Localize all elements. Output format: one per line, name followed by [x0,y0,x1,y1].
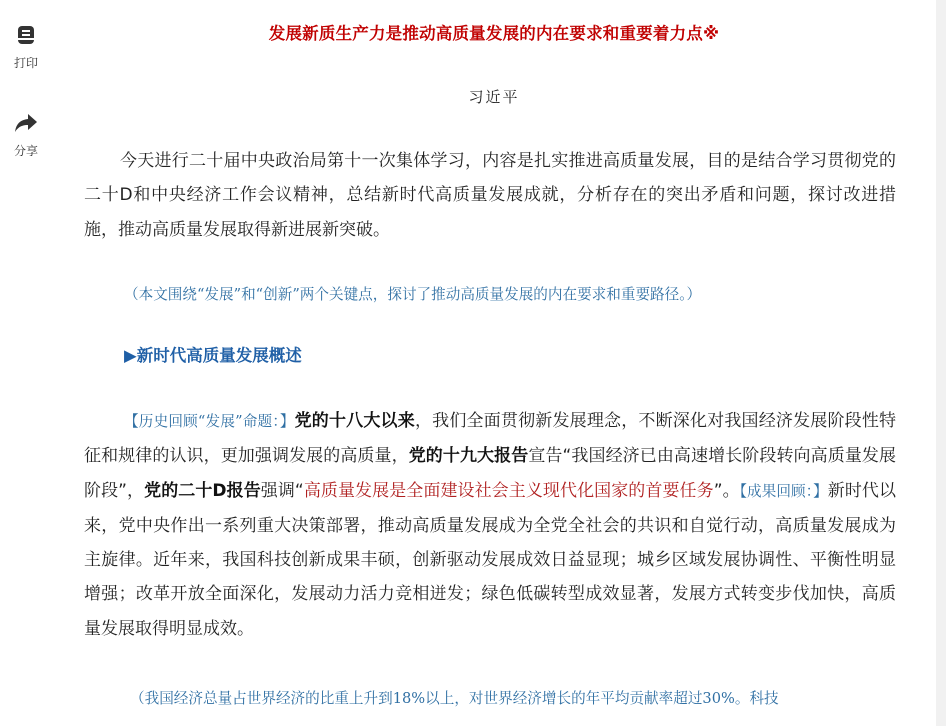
article-author: 习近平 [468,88,520,106]
text-segment: 新时代以来，党中央作出一系列重大决策部署，推动高质量发展成为全党全社会的共识和自觉行动，高质量发展成为主旋律。近年来，我国科技创新成果丰硕，创新驱动发展成效日益显现；城乡区域发展协调性、平衡性明显增强；改革开放全面深化，发展动力活力竞相迸发；绿色低碳转型成效显著，发展方式转变步伐加快，高质量发展取得明显成效。 [84,480,896,639]
share-arrow-icon [13,112,39,134]
text-segment: 宣告“我国经济已由高速增长阶段转向高质量发展阶段”， [84,446,897,501]
results-tag: 【成果回顾：】 [739,482,828,500]
history-tag: 【历史回顾“发展”命题：】 [124,413,295,430]
intro-paragraph: 今天进行二十届中央政治局第十一次集体学习，内容是扎实推进高质量发展，目的是结合学习贯彻党的二十D和中央经济工作会议精神，总结新时代高质量发展成就，分析存在的突出矛盾和问题，探讨改进措施，推动高质量发展取得新进展新突破。 [84,151,896,240]
printer-icon [15,24,37,46]
text-segment: 强调“ [260,480,304,501]
editor-note: （本文围绕“发展”和“创新”两个关键点，探讨了推动高质量发展的内在要求和重要路径。） [124,286,702,303]
body-paragraph [84,404,896,646]
share-label: 分享 [13,144,38,158]
bold-18th-congress: 党的十八大以来 [294,411,415,431]
print-label: 打印 [13,56,38,70]
print-button[interactable] [0,24,52,71]
highlighted-quote: 高质量发展是全面建设社会主义现代化国家的首要任务 [303,480,714,501]
section-heading: ▶新时代高质量发展概述 [124,346,302,365]
stats-note: （我国经济总量占世界经济的比重上升到18%以上，对世界经济增长的年平均贡献率超过30%。科技 [130,690,779,707]
scrollbar-thumb[interactable] [938,0,944,726]
text-segment: ”。 [713,480,740,501]
scrollbar[interactable] [936,0,946,726]
bold-20th-report: 党的二十D报告 [144,480,261,501]
bold-19th-report: 党的十九大报告 [408,446,529,467]
text-segment: ，我们全面贯彻新发展理念，不断深化对我国经济发展阶段性特征和规律的认识，更加强调发展的高质量， [84,411,897,467]
article-title: 发展新质生产力是推动高质量发展的内在要求和重要着力点※ [268,24,720,43]
share-button[interactable] [0,112,52,159]
